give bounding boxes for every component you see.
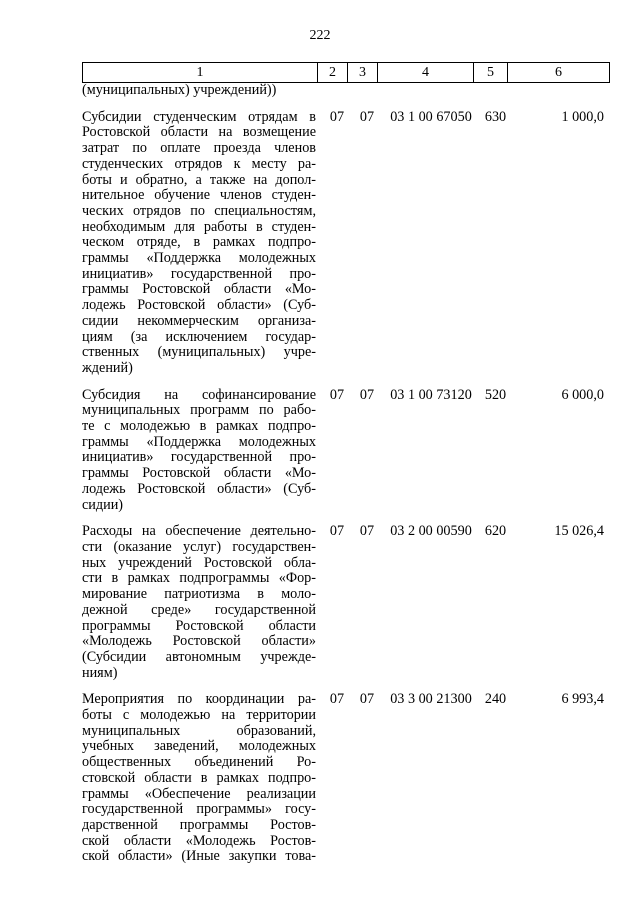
subsection-code: 07: [359, 108, 375, 125]
row-description: [82, 110, 316, 377]
text-line: циям (за исключением государ-: [82, 328, 316, 345]
text-line: общественных объединений Ро-: [82, 754, 316, 771]
text-line: «Молодежь Ростовской области»: [82, 633, 316, 650]
text-line: ской области «Молодежь Ростов-: [82, 832, 316, 849]
text-line: муниципальных программ по рабо-: [82, 402, 316, 419]
text-line: граммы Ростовской области «Мо-: [82, 465, 316, 482]
text-line: (муниципальных) учреждений)): [82, 82, 277, 98]
text-line: ственных (муниципальных) учре-: [82, 344, 316, 361]
text-line: ных учреждений Ростовской обла-: [82, 554, 316, 571]
amount: 1 000,0: [561, 108, 604, 125]
text-line: сти в рамках подпрограммы «Фор-: [82, 570, 316, 587]
table-header: [82, 62, 610, 83]
text-line: ской области» (Иные закупки това-: [82, 848, 316, 865]
amount: 6 000,0: [561, 386, 604, 403]
text-line: Мероприятия по координации ра-: [82, 691, 316, 708]
text-line: программы Ростовской области: [82, 617, 316, 634]
column-header-6: 6: [508, 63, 610, 83]
text-line: граммы «Обеспечение реализации: [82, 785, 316, 802]
page-number: 222: [309, 28, 331, 43]
text-line: затрат по оплате проезда членов: [82, 140, 316, 157]
text-line: ческих отрядов по специальностям,: [82, 202, 316, 219]
table-row: [82, 110, 609, 377]
target-article-code: 03 1 00 67050: [390, 108, 472, 125]
text-line: сидии некоммерческим организа-: [82, 312, 316, 329]
text-line: сидии): [82, 496, 124, 513]
text-line: ческом отряде, в рамках подпро-: [82, 234, 316, 251]
text-line: инициатив» государственной про-: [82, 449, 316, 466]
table-body: [82, 83, 609, 865]
row-description: [82, 388, 316, 514]
text-line: Субсидии студенческим отрядам в: [82, 108, 316, 125]
text-line: нительное обучение членов студен-: [82, 187, 316, 204]
column-header-4: 4: [378, 63, 474, 83]
text-line: учебных заведений, молодежных: [82, 738, 316, 755]
text-line: Субсидия на софинансирование: [82, 386, 316, 403]
expense-type-code: 240: [484, 691, 507, 708]
text-line: граммы «Поддержка молодежных: [82, 250, 316, 267]
table-row: [82, 388, 609, 514]
text-line: дежной среде» государственной: [82, 601, 316, 618]
amount: 6 993,4: [561, 691, 604, 708]
target-article-code: 03 2 00 00590: [390, 523, 472, 540]
text-line: государственной программы» госу-: [82, 801, 316, 818]
expense-type-code: 520: [484, 386, 507, 403]
section-code: 07: [329, 386, 345, 403]
amount: 15 026,4: [554, 523, 604, 540]
text-line: боты и обратно, а также на допол-: [82, 171, 316, 188]
text-line: муниципальных образований,: [82, 722, 316, 739]
target-article-code: 03 1 00 73120: [390, 386, 472, 403]
text-line: ждений): [82, 359, 133, 376]
text-line: сти (оказание услуг) государствен-: [82, 538, 316, 555]
text-line: Ростовской области на возмещение: [82, 124, 316, 141]
text-line: граммы Ростовской области «Мо-: [82, 281, 316, 298]
text-line: студенческих отрядов к месту ра-: [82, 155, 316, 172]
text-line: инициатив» государственной про-: [82, 265, 316, 282]
continuation-text: [82, 83, 316, 99]
subsection-code: 07: [359, 386, 375, 403]
section-code: 07: [329, 691, 345, 708]
subsection-code: 07: [359, 523, 375, 540]
column-header-2: 2: [318, 63, 348, 83]
text-line: боты с молодежью на территории: [82, 707, 316, 724]
subsection-code: 07: [359, 691, 375, 708]
section-code: 07: [329, 108, 345, 125]
text-line: мирование патриотизма в моло-: [82, 586, 316, 603]
column-header-1: 1: [83, 63, 318, 83]
section-code: 07: [329, 523, 345, 540]
continuation-row: [82, 83, 609, 99]
text-line: стовской области в рамках подпро-: [82, 769, 316, 786]
text-line: необходимым для работы в студен-: [82, 218, 316, 235]
row-description: [82, 692, 316, 865]
table-row: [82, 524, 609, 681]
text-line: граммы «Поддержка молодежных: [82, 433, 316, 450]
expense-type-code: 620: [484, 523, 507, 540]
expense-type-code: 630: [484, 108, 507, 125]
row-description: [82, 524, 316, 681]
text-line: те с молодежью в рамках подпро-: [82, 418, 316, 435]
column-header-3: 3: [348, 63, 378, 83]
target-article-code: 03 3 00 21300: [390, 691, 472, 708]
text-line: лодежь Ростовской области» (Суб-: [82, 480, 316, 497]
text-line: лодежь Ростовской области» (Суб-: [82, 297, 316, 314]
text-line: ниям): [82, 664, 118, 681]
table-row: [82, 692, 609, 865]
text-line: Расходы на обеспечение деятельно-: [82, 523, 316, 540]
text-line: (Субсидии автономным учрежде-: [82, 648, 316, 665]
text-line: дарственной программы Ростов-: [82, 816, 316, 833]
column-header-5: 5: [474, 63, 508, 83]
